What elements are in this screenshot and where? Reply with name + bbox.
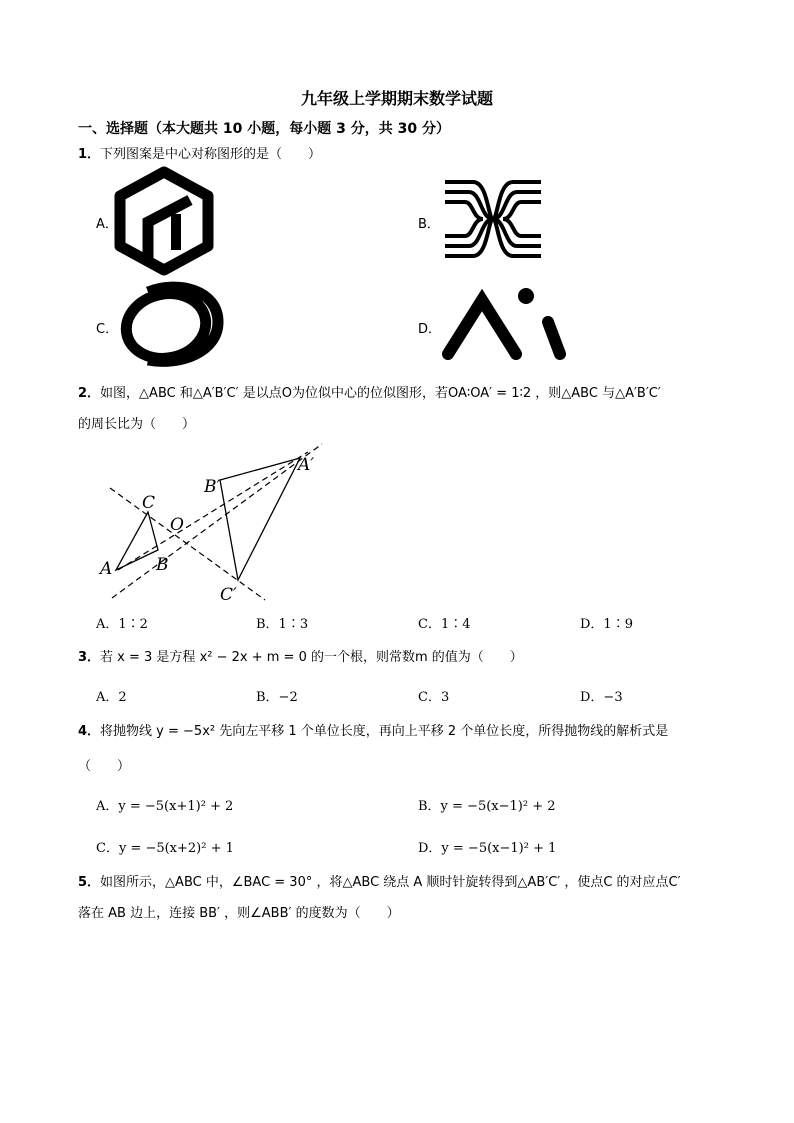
label-b-prime: B′ (204, 477, 221, 497)
page-title: 九年级上学期期末数学试题 (300, 89, 493, 108)
question-number: 1． (78, 147, 101, 162)
question-text-line1: 如图所示，△ABC 中，∠BAC = 30° ，将△ABC 绕点 A 顺时针旋转得到△AB′C′ ，使点C 的对应点C′ (100, 875, 681, 890)
question-1 (78, 145, 321, 165)
q2-option-d: D．1∶9 (580, 617, 633, 632)
question-text-line1: 如图，△ABC 和△A′B′C′ 是以点O为位似中心的位似图形，若OA∶OA′ = 1∶2 ，则△ABC 与△A′B′C′ (100, 386, 661, 401)
label-b: B (156, 555, 169, 575)
label-c: C (142, 493, 156, 513)
q2-option-a: A．1∶2 (96, 617, 148, 632)
q2-option-b: B．1∶3 (256, 617, 309, 632)
ring-swirl-figure (118, 280, 226, 370)
question-2 (78, 384, 661, 404)
q2-option-c: C．1∶4 (418, 617, 471, 632)
option-label-a: A． (96, 217, 118, 232)
question-number: 2． (78, 386, 101, 401)
q4-option-b: B．y = −5(x−1)² + 2 (418, 799, 556, 814)
question-number: 3． (78, 650, 101, 665)
question-3 (78, 648, 523, 668)
hexagon-cube-figure (118, 170, 210, 272)
question-2-line2: 的周长比为（ ） (78, 417, 196, 432)
label-o: O (170, 515, 184, 535)
question-text: 若 x = 3 是方程 x² − 2x + m = 0 的一个根，则常数m 的值为（ ） (100, 650, 523, 665)
option-label-b: B． (418, 217, 440, 232)
question-5 (78, 873, 681, 893)
question-4 (78, 722, 668, 742)
q4-option-c: C．y = −5(x+2)² + 1 (96, 841, 234, 856)
question-4-line2: （ ） (78, 759, 131, 774)
similar-triangles-figure (90, 440, 330, 610)
option-label-d: D． (418, 322, 442, 337)
ai-logo-figure (440, 286, 570, 366)
section-heading: 一、选择题（本大题共 10 小题，每小题 3 分，共 30 分） (78, 121, 450, 137)
question-5-line2: 落在 AB 边上，连接 BB′ ，则∠ABB′ 的度数为（ ） (78, 906, 400, 921)
q3-option-b: B．−2 (256, 690, 298, 705)
question-number: 5． (78, 875, 101, 890)
label-a-prime: A′ (298, 455, 315, 475)
q4-option-d: D．y = −5(x−1)² + 1 (418, 841, 557, 856)
question-text-line1: 将抛物线 y = −5x² 先向左平移 1 个单位长度，再向上平移 2 个单位长度，所得抛物线的解析式是 (100, 724, 669, 739)
question-text: 下列图案是中心对称图形的是（ ） (100, 147, 322, 162)
q3-option-d: D．−3 (580, 690, 623, 705)
curved-lines-figure (443, 178, 543, 260)
label-a: A (100, 559, 113, 579)
option-label-c: C． (96, 322, 119, 337)
question-number: 4． (78, 724, 101, 739)
q4-option-a: A．y = −5(x+1)² + 2 (96, 799, 234, 814)
q3-option-a: A．2 (96, 690, 127, 705)
q3-option-c: C．3 (418, 690, 450, 705)
label-c-prime: C′ (220, 585, 237, 605)
